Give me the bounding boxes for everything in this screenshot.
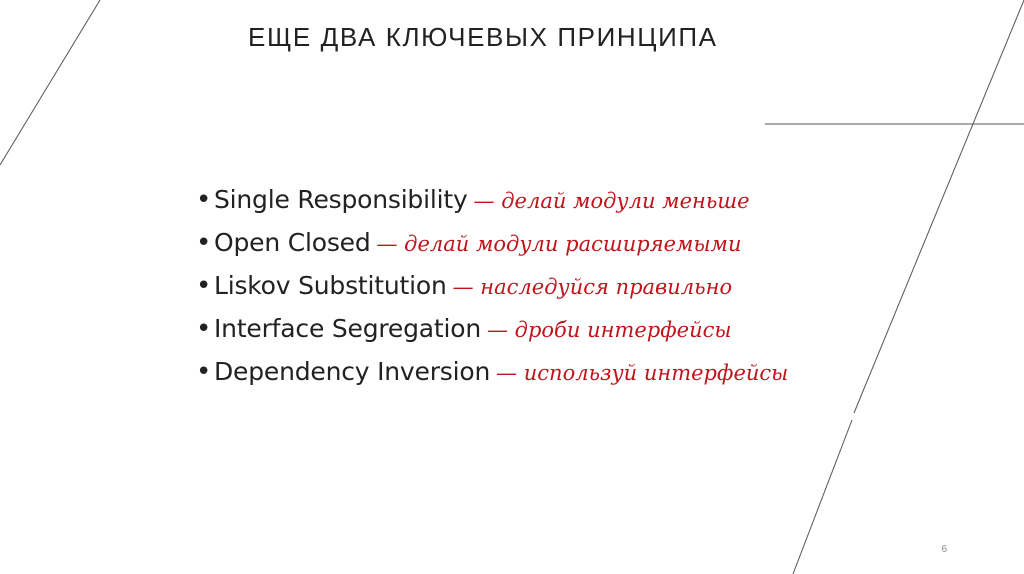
page-number: 6 bbox=[941, 544, 947, 555]
list-item bbox=[196, 307, 788, 350]
bullet-icon: • bbox=[196, 271, 212, 301]
bullet-icon: • bbox=[196, 228, 212, 258]
principle-name: Single Responsibility bbox=[214, 185, 468, 214]
principle-name: Open Closed bbox=[214, 228, 371, 257]
principle-note: — используй интерфейсы bbox=[496, 361, 789, 385]
principles-list bbox=[196, 178, 788, 393]
diagonal-line-bottom bbox=[793, 420, 852, 574]
slide-title: ЕЩЕ ДВА КЛЮЧЕВЫХ ПРИНЦИПА bbox=[248, 22, 718, 52]
bullet-icon: • bbox=[196, 314, 212, 344]
list-item bbox=[196, 178, 788, 221]
principle-name: Liskov Substitution bbox=[214, 271, 447, 300]
list-item bbox=[196, 221, 788, 264]
diagonal-line-left bbox=[0, 0, 100, 165]
bullet-icon: • bbox=[196, 357, 212, 387]
bullet-icon: • bbox=[196, 185, 212, 215]
principle-note: — делай модули расширяемыми bbox=[376, 232, 742, 256]
principle-name: Dependency Inversion bbox=[214, 357, 491, 386]
list-item bbox=[196, 264, 788, 307]
principle-note: — делай модули меньше bbox=[473, 189, 750, 213]
principle-name: Interface Segregation bbox=[214, 314, 481, 343]
list-item bbox=[196, 350, 788, 393]
principle-note: — дроби интерфейсы bbox=[486, 318, 732, 342]
principle-note: — наследуйся правильно bbox=[452, 275, 733, 299]
diagonal-line-right-long bbox=[854, 0, 1024, 413]
